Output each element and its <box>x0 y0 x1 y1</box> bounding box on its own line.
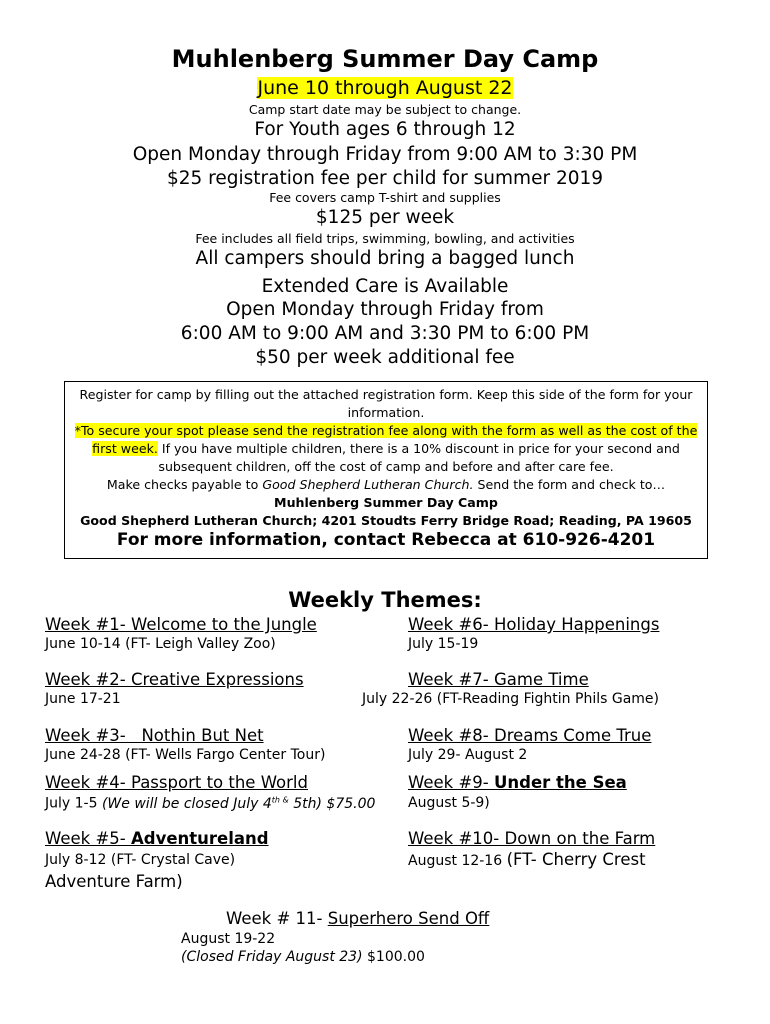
camp-dates-highlight: June 10 through August 22 <box>257 77 513 99</box>
ages-line: For Youth ages 6 through 12 <box>254 119 516 140</box>
week-11-date: August 19-22 <box>181 931 276 947</box>
week-4-date: July 1-5 (We will be closed July $4^{th \&}$ 5th) $75.00 <box>45 795 376 812</box>
week-6-title: Week #6- Holiday Happenings <box>408 615 660 634</box>
mailing-address-church: Good Shepherd Lutheran Church; 4201 Stoudts Ferry Bridge Road; Reading, PA 19605 <box>80 513 692 528</box>
week-7-title: Week #7- Game Time <box>408 670 589 689</box>
week-4-title: Week #4- Passport to the World <box>45 773 308 792</box>
registration-fee-note: Fee covers camp T-shirt and supplies <box>269 190 501 205</box>
week-3-title: Week #3- Nothin But Net <box>45 726 264 745</box>
extended-care-title: Extended Care is Available <box>261 276 509 297</box>
week-3-name: Nothin But Net <box>141 726 264 745</box>
camp-dates <box>0 77 770 99</box>
week-5-name: Adventureland <box>130 829 269 848</box>
extended-care-hours: 6:00 AM to 9:00 AM and 3:30 PM to 6:00 PM <box>180 323 590 344</box>
week-11-title: Week # 11- Superhero Send Off <box>226 909 490 928</box>
discount-text: If you have multiple children, there is a 10% discount in price for your second and subsequent children, off the cost of camp and before and after care fee. <box>157 441 680 474</box>
extended-care-days: Open Monday through Friday from <box>226 299 544 320</box>
more-info-contact: For more information, contact Rebecca at 610-926-4201 <box>116 530 656 550</box>
week-11-name: Superhero Send Off <box>327 909 490 928</box>
mailing-address-camp: Muhlenberg Summer Day Camp <box>274 495 498 510</box>
week-5-date-continued: Adventure Farm) <box>45 872 183 891</box>
week-4-name: Passport to the World <box>130 773 308 792</box>
hours-line: Open Monday through Friday from 9:00 AM to 3:30 PM <box>132 144 638 165</box>
secure-spot-paragraph <box>73 422 699 476</box>
registration-fee: $25 registration fee per child for summer 2019 <box>166 168 604 189</box>
week-9-date: August 5-9) <box>408 795 490 811</box>
week-10-title: Week #10- Down on the Farm <box>408 829 656 848</box>
week-7-date: July 22-26 (FT-Reading Fightin Phils Game) <box>362 691 659 707</box>
start-date-note: Camp start date may be subject to change. <box>248 102 522 117</box>
weekly-fee: $125 per week <box>315 207 455 228</box>
week-1-title: Week #1- Welcome to the Jungle <box>45 615 317 634</box>
week-2-name: Creative Expressions <box>130 670 304 689</box>
week-11-note: (Closed Friday August 23) $100.00 <box>181 949 425 965</box>
week-6-name: Holiday Happenings <box>493 615 660 634</box>
week-3-date: June 24-28 (FT- Wells Fargo Center Tour) <box>45 747 326 763</box>
checks-payable-line <box>73 476 699 494</box>
week-1-date: June 10-14 (FT- Leigh Valley Zoo) <box>45 636 276 652</box>
week-2-title: Week #2- Creative Expressions <box>45 670 304 689</box>
week-7-name: Game Time <box>493 670 589 689</box>
week-2-date: June 17-21 <box>45 691 121 707</box>
weekly-themes-heading: Weekly Themes: <box>288 588 482 612</box>
lunch-line: All campers should bring a bagged lunch <box>195 248 575 269</box>
week-1-name: Welcome to the Jungle <box>130 615 317 634</box>
week-5-title: Week #5- Adventureland <box>45 829 269 848</box>
week-8-name: Dreams Come True <box>493 726 652 745</box>
weekly-fee-note: Fee includes all field trips, swimming, bowling, and activities <box>195 231 575 246</box>
week-9-title: Week #9- Under the Sea <box>408 773 627 792</box>
week-8-date: July 29- August 2 <box>408 747 528 763</box>
registration-info-box <box>64 381 708 559</box>
week-8-title: Week #8- Dreams Come True <box>408 726 652 745</box>
extended-care-fee: $50 per week additional fee <box>255 347 515 368</box>
church-name-italic: Good Shepherd Lutheran Church. <box>262 477 474 492</box>
week-6-date: July 15-19 <box>408 636 479 652</box>
page-title: Muhlenberg Summer Day Camp <box>171 45 599 73</box>
week-10-date: August 12-16 (FT- Cherry Crest <box>408 850 646 869</box>
checks-payable-pre: Make checks payable to <box>106 477 263 492</box>
register-instructions: Register for camp by filling out the attached registration form. Keep this side of the form for your information. <box>79 387 693 420</box>
send-form-text: Send the form and check to… <box>473 477 666 492</box>
week-10-name: Down on the Farm <box>504 829 656 848</box>
week-9-name: Under the Sea <box>493 773 627 792</box>
secure-spot-highlight: *To secure your spot please send the registration fee along with the form as well as the cost of the first week. <box>74 423 698 456</box>
week-5-date: July 8-12 (FT- Crystal Cave) <box>45 852 236 868</box>
